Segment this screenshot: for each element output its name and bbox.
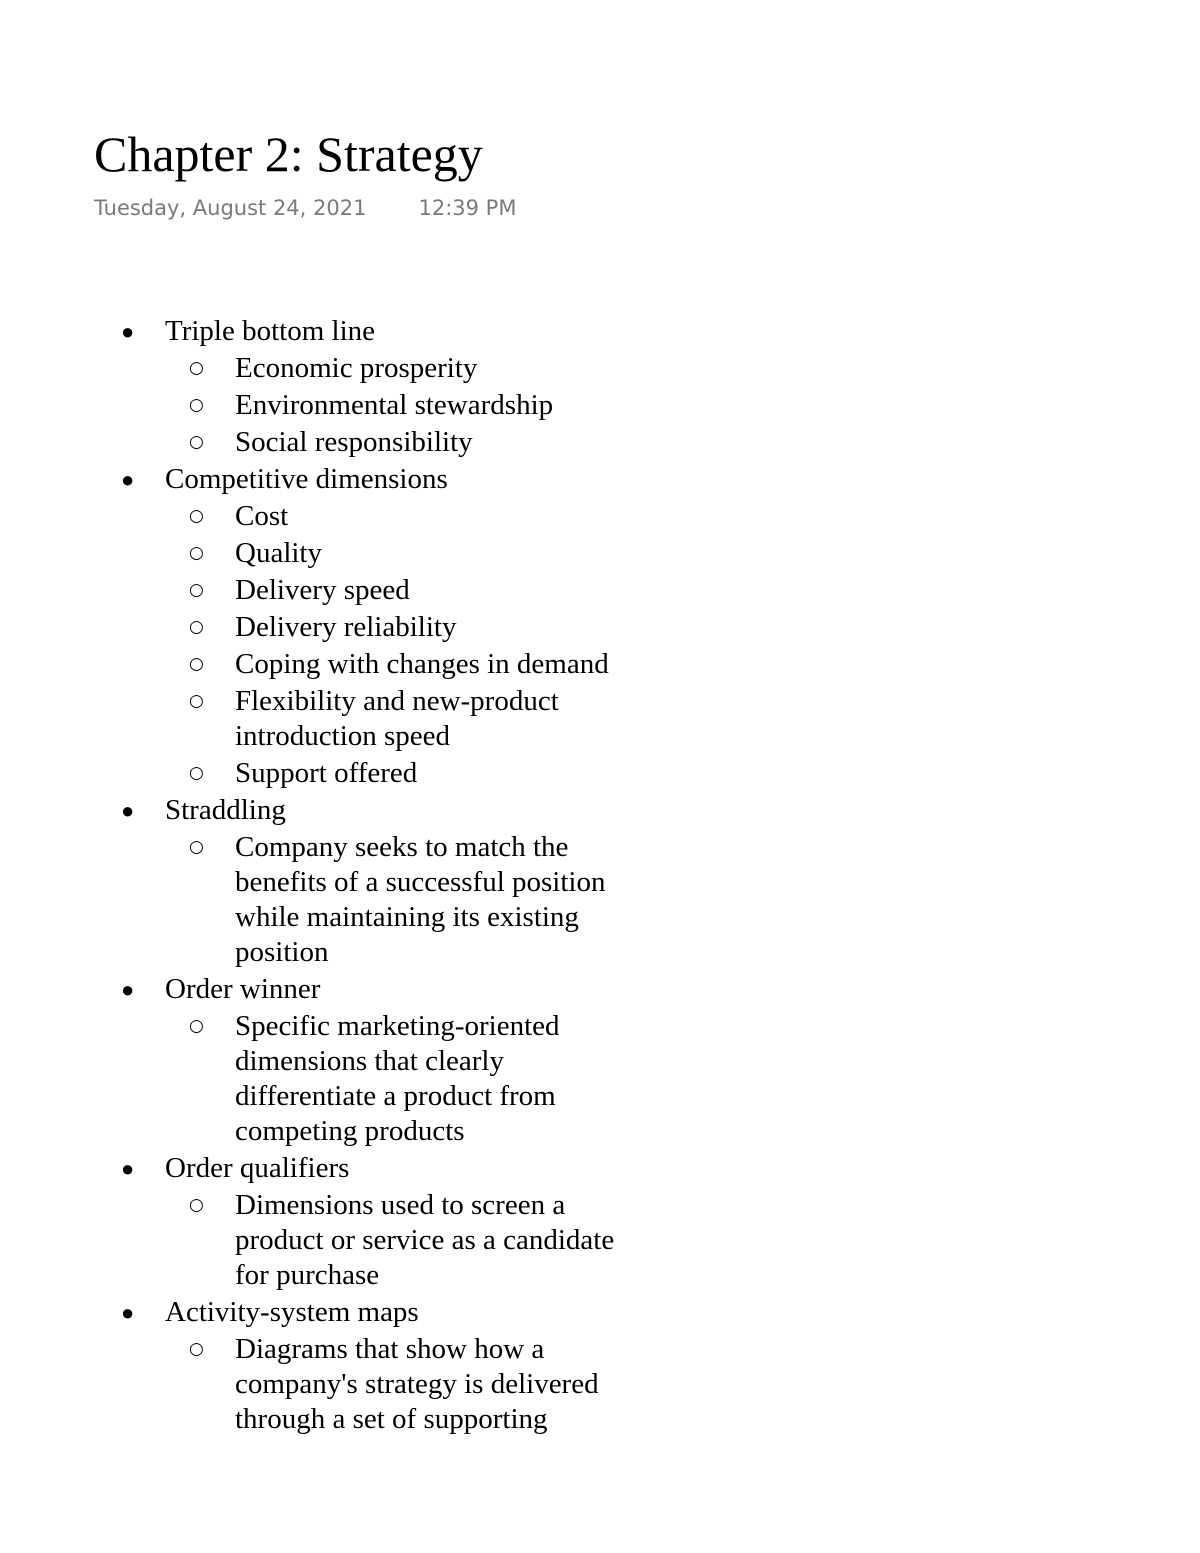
hollow-circle-bullet-icon: ○ <box>189 358 204 378</box>
hollow-circle-bullet-icon: ○ <box>189 654 204 674</box>
sub-item <box>189 425 650 460</box>
sub-item <box>189 1188 650 1293</box>
sub-item <box>189 536 650 571</box>
sub-item-text: Environmental stewardship <box>235 389 554 421</box>
outline-item-order-qualifiers <box>0 1151 1200 1293</box>
sub-item-text: Economic prosperity <box>235 352 478 384</box>
sub-item <box>189 1009 650 1149</box>
hollow-circle-bullet-icon: ○ <box>189 580 204 600</box>
hollow-circle-bullet-icon: ○ <box>189 1195 204 1215</box>
hollow-circle-bullet-icon: ○ <box>189 432 204 452</box>
sub-item-text: Diagrams that show how a company's strategy is delivered through a set of supporting <box>235 1333 599 1435</box>
sub-item <box>189 499 650 534</box>
hollow-circle-bullet-icon: ○ <box>189 1016 204 1036</box>
note-date: Tuesday, August 24, 2021 <box>94 196 367 220</box>
filled-circle-bullet-icon: ● <box>121 1300 135 1325</box>
sub-item-text: Support offered <box>235 757 418 789</box>
sub-list <box>165 830 1200 970</box>
note-time: 12:39 PM <box>418 196 517 220</box>
sub-list <box>165 1009 1200 1149</box>
sub-item-text: Dimensions used to screen a product or service as a candidate for purchase <box>235 1189 615 1291</box>
outline-item-straddling <box>0 793 1200 970</box>
outline-item-activity-system-maps <box>0 1295 1200 1437</box>
sub-item-text: Company seeks to match the benefits of a successful position while maintaining its existing position <box>235 831 606 968</box>
filled-circle-bullet-icon: ● <box>121 977 135 1002</box>
sub-item-text: Specific marketing-oriented dimensions that clearly differentiate a product from competing products <box>235 1010 560 1147</box>
sub-item <box>189 610 650 645</box>
sub-item-text: Quality <box>235 537 322 569</box>
sub-list <box>165 1332 1200 1437</box>
sub-item <box>189 684 650 754</box>
outline-list <box>0 314 1200 1437</box>
sub-item-text: Coping with changes in demand <box>235 648 609 680</box>
outline-item-order-winner <box>0 972 1200 1149</box>
outline-item-label: Triple bottom line <box>165 315 375 347</box>
hollow-circle-bullet-icon: ○ <box>189 617 204 637</box>
filled-circle-bullet-icon: ● <box>121 1156 135 1181</box>
sub-item <box>189 756 650 791</box>
outline-item-label: Order winner <box>165 973 321 1005</box>
hollow-circle-bullet-icon: ○ <box>189 1339 204 1359</box>
outline-item-triple-bottom-line <box>0 314 1200 460</box>
outline-item-competitive-dimensions <box>0 462 1200 791</box>
sub-item <box>189 647 650 682</box>
sub-item-text: Flexibility and new-product introduction speed <box>235 685 559 752</box>
hollow-circle-bullet-icon: ○ <box>189 763 204 783</box>
filled-circle-bullet-icon: ● <box>121 798 135 823</box>
outline-item-label: Straddling <box>165 794 286 826</box>
sub-item-text: Cost <box>235 500 289 532</box>
outline-item-label: Competitive dimensions <box>165 463 448 495</box>
sub-item-text: Delivery reliability <box>235 611 457 643</box>
outline-item-label: Activity-system maps <box>165 1296 419 1328</box>
hollow-circle-bullet-icon: ○ <box>189 506 204 526</box>
sub-list <box>165 499 1200 791</box>
note-timestamp <box>94 194 516 222</box>
sub-item <box>189 573 650 608</box>
sub-item <box>189 1332 650 1437</box>
outline-item-label: Order qualifiers <box>165 1152 350 1184</box>
sub-item-text: Delivery speed <box>235 574 410 606</box>
hollow-circle-bullet-icon: ○ <box>189 543 204 563</box>
filled-circle-bullet-icon: ● <box>121 467 135 492</box>
sub-list <box>165 351 1200 460</box>
page-title: Chapter 2: Strategy <box>94 126 483 182</box>
sub-item-text: Social responsibility <box>235 426 473 458</box>
sub-item <box>189 351 650 386</box>
filled-circle-bullet-icon: ● <box>121 319 135 344</box>
sub-list <box>165 1188 1200 1293</box>
sub-item <box>189 388 650 423</box>
sub-item <box>189 830 650 970</box>
hollow-circle-bullet-icon: ○ <box>189 837 204 857</box>
hollow-circle-bullet-icon: ○ <box>189 395 204 415</box>
hollow-circle-bullet-icon: ○ <box>189 691 204 711</box>
